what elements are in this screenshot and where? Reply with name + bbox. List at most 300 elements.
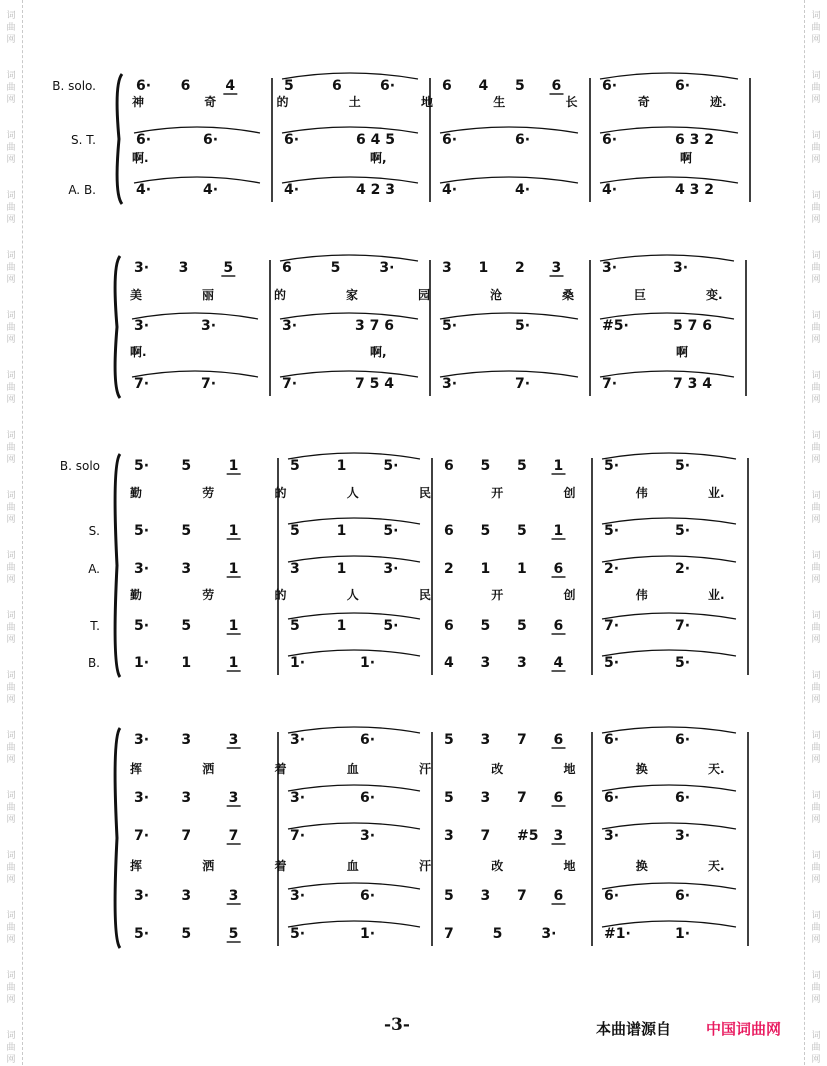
jianpu-note: 7 3 4 [673, 376, 712, 392]
jianpu-note: 1 [553, 458, 564, 474]
jianpu-note: 5 [444, 790, 454, 806]
jianpu-note: 3· [290, 790, 306, 806]
lyric-syllable: 洒 [202, 762, 215, 776]
jianpu-note: 5· [134, 523, 150, 539]
jianpu-note: 6 [553, 561, 564, 577]
jianpu-note: 6 [553, 790, 564, 806]
jianpu-note: 7 [444, 926, 454, 942]
jianpu-note: 7 [228, 828, 239, 844]
part-label: A. [88, 562, 100, 576]
slur-arc [280, 313, 418, 319]
lyric-syllable: 血 [346, 859, 359, 873]
jianpu-note: 4 [225, 78, 236, 94]
watermark-text: 词 曲 网 [811, 11, 821, 45]
lyric-syllable: 着 [274, 859, 287, 873]
jianpu-note: 6· [360, 888, 376, 904]
jianpu-note: 6· [380, 78, 396, 94]
lyric-syllable: 创 [563, 486, 576, 500]
lyric-syllable: 劳 [202, 588, 215, 602]
slur-arc [288, 785, 420, 791]
jianpu-note: 3· [541, 926, 557, 942]
jianpu-note: 4· [284, 182, 300, 198]
slur-arc [282, 73, 418, 79]
lyric-syllable: 开 [491, 588, 504, 602]
slur-arc [288, 556, 420, 562]
jianpu-note: 4 [478, 78, 489, 94]
jianpu-note: 6 [444, 458, 454, 474]
slur-arc [602, 518, 736, 524]
jianpu-note: 5· [675, 523, 691, 539]
jianpu-note: 6· [602, 78, 618, 94]
watermark-text: 词 曲 网 [811, 311, 821, 345]
lyric-syllable: 的 [276, 95, 289, 109]
jianpu-note: 5 [181, 523, 192, 539]
slur-arc [600, 177, 738, 183]
lyric-syllable: 变. [706, 288, 723, 302]
watermark-text: 词 曲 网 [811, 851, 821, 885]
jianpu-note: 1 [228, 523, 239, 539]
lyric-syllable: 丽 [202, 288, 215, 302]
lyric-syllable: 生 [493, 95, 506, 109]
jianpu-note: 6 [282, 260, 292, 276]
jianpu-note: 1· [675, 926, 691, 942]
jianpu-note: 5 [517, 458, 527, 474]
watermark-text: 词 曲 网 [6, 311, 16, 345]
lyric-syllable: 改 [491, 762, 504, 776]
jianpu-note: 5 [492, 926, 503, 942]
page-number: -3- [384, 1015, 410, 1035]
watermark-text: 词 曲 网 [811, 191, 821, 225]
watermark-text: 词 曲 网 [811, 131, 821, 165]
jianpu-note: 3· [134, 888, 150, 904]
watermark-text: 词 曲 网 [811, 371, 821, 405]
part-label: B. solo [59, 459, 100, 473]
watermark-text: 词 曲 网 [6, 551, 16, 585]
slur-arc [288, 518, 420, 524]
jianpu-note: 1 [336, 458, 347, 474]
jianpu-note: 5 [444, 732, 454, 748]
jianpu-note: 5 [517, 618, 527, 634]
slur-arc [440, 371, 578, 377]
watermark-text: 词 曲 网 [811, 71, 821, 105]
jianpu-note: 2· [675, 561, 691, 577]
jianpu-note: 6· [675, 888, 691, 904]
jianpu-note: 1 [336, 561, 347, 577]
jianpu-note: 1 [228, 561, 239, 577]
jianpu-note: 3· [360, 828, 376, 844]
jianpu-note: 3· [379, 260, 395, 276]
lyric-syllable: 挥 [130, 762, 143, 776]
jianpu-note: 3 [228, 888, 239, 904]
lyric-syllable: 天. [708, 762, 725, 776]
jianpu-note: 5· [383, 618, 399, 634]
watermark-text: 词 曲 网 [6, 971, 16, 1005]
jianpu-note: 3· [134, 561, 150, 577]
slur-arc [600, 371, 734, 377]
jianpu-note: 3 [442, 260, 452, 276]
lyric-syllable: 神 [132, 95, 145, 109]
slur-arc [600, 255, 734, 261]
slur-arc [282, 127, 418, 133]
jianpu-note: 4· [203, 182, 219, 198]
watermark-text: 词 曲 网 [811, 551, 821, 585]
watermark-text: 词 曲 网 [811, 911, 821, 945]
jianpu-note: 7· [675, 618, 691, 634]
jianpu-note: 5 [228, 926, 239, 942]
jianpu-note: 6 [332, 78, 342, 94]
lyric-syllable: 换 [635, 762, 648, 776]
jianpu-note: 5· [383, 458, 399, 474]
watermark-text: 词 曲 网 [811, 971, 821, 1005]
lyric-syllable: 奇 [204, 95, 217, 109]
jianpu-note: 3· [282, 318, 298, 334]
jianpu-note: 7 [517, 790, 527, 806]
source-brand: 中国词曲网 [706, 1020, 782, 1038]
jianpu-note: 7· [134, 828, 150, 844]
slur-arc [280, 255, 418, 261]
jianpu-note: 1· [134, 655, 150, 671]
jianpu-note: 1 [181, 655, 192, 671]
jianpu-note: 4· [136, 182, 152, 198]
jianpu-note: 5 [480, 523, 491, 539]
slur-arc [602, 823, 736, 829]
jianpu-note: 4 2 3 [356, 182, 395, 198]
jianpu-note: 5· [515, 318, 531, 334]
lyric-syllable: 天. [708, 859, 725, 873]
jianpu-note: 7 [480, 828, 491, 844]
jianpu-note: 1 [478, 260, 489, 276]
jianpu-note: 6 [553, 888, 564, 904]
jianpu-note: #1· [604, 926, 631, 942]
jianpu-note: 1 [336, 523, 347, 539]
jianpu-note: 3· [673, 260, 689, 276]
system-brace [115, 728, 120, 948]
jianpu-note: 3 [553, 828, 564, 844]
watermark-text: 词 曲 网 [6, 911, 16, 945]
jianpu-note: 5· [442, 318, 458, 334]
watermark-text: 词 曲 网 [811, 791, 821, 825]
slur-arc [134, 177, 260, 183]
jianpu-note: 1 [228, 458, 239, 474]
jianpu-note: 1 [228, 618, 239, 634]
jianpu-note: 3 [228, 732, 239, 748]
watermark-text: 词 曲 网 [6, 851, 16, 885]
jianpu-note: 2 [444, 561, 454, 577]
jianpu-note: 3 [480, 790, 491, 806]
jianpu-note: 5 [290, 618, 300, 634]
lyric-syllable: 长 [565, 95, 578, 109]
jianpu-note: 6 [442, 78, 452, 94]
jianpu-note: 6· [675, 790, 691, 806]
jianpu-note: 6 4 5 [356, 132, 395, 148]
jianpu-note: 3 [181, 888, 192, 904]
lyric-syllable: 业. [708, 588, 725, 602]
slur-arc [288, 921, 420, 927]
jianpu-note: 3· [134, 260, 150, 276]
watermark-text: 词 曲 网 [811, 611, 821, 645]
jianpu-note: 7· [604, 618, 620, 634]
jianpu-note: 3· [602, 260, 618, 276]
jianpu-note: 6· [203, 132, 219, 148]
lyric-syllable: 换 [635, 859, 648, 873]
watermark-text: 词 曲 网 [6, 71, 16, 105]
part-label: B. solo. [52, 79, 96, 93]
lyric-syllable: 改 [491, 859, 504, 873]
jianpu-note: 5 [517, 523, 527, 539]
watermark-text: 词 曲 网 [6, 191, 16, 225]
jianpu-note: 4· [515, 182, 531, 198]
jianpu-note: 1 [228, 655, 239, 671]
lyric-syllable: 啊. [132, 151, 149, 165]
jianpu-note: 1· [360, 926, 376, 942]
jianpu-note: 3· [383, 561, 399, 577]
lyric-syllable: 啊, [370, 151, 387, 165]
jianpu-note: 6 3 2 [675, 132, 714, 148]
watermark-text: 词 曲 网 [811, 671, 821, 705]
jianpu-note: 6· [515, 132, 531, 148]
jianpu-note: 1 [517, 561, 527, 577]
jianpu-note: #5 [517, 828, 539, 844]
jianpu-note: 7 [517, 888, 527, 904]
jianpu-note: 1 [553, 523, 564, 539]
lyric-syllable: 奇 [637, 95, 650, 109]
jianpu-note: 5 [480, 618, 491, 634]
watermark-text: 词 曲 网 [6, 251, 16, 285]
jianpu-note: 6 [551, 78, 562, 94]
jianpu-note: 3· [134, 790, 150, 806]
jianpu-note: 7· [201, 376, 217, 392]
part-label: A. B. [68, 183, 96, 197]
jianpu-note: 7· [290, 828, 306, 844]
jianpu-note: 5· [675, 458, 691, 474]
jianpu-note: 5 [181, 618, 192, 634]
jianpu-note: 5· [675, 655, 691, 671]
jianpu-note: 6· [284, 132, 300, 148]
jianpu-note: 4 [444, 655, 454, 671]
jianpu-note: 5 [444, 888, 454, 904]
jianpu-note: 3· [290, 732, 306, 748]
jianpu-note: 5· [134, 926, 150, 942]
lyric-syllable: 家 [346, 288, 359, 302]
part-label: T. [90, 619, 100, 633]
jianpu-note: 6· [602, 132, 618, 148]
jianpu-note: 5· [604, 458, 620, 474]
slur-arc [602, 613, 736, 619]
jianpu-note: 1 [480, 561, 491, 577]
lyric-syllable: 美 [130, 288, 143, 302]
jianpu-note: 7 [517, 732, 527, 748]
lyric-syllable: 勤 [130, 588, 143, 602]
slur-arc [440, 177, 578, 183]
slur-arc [288, 453, 420, 459]
watermark-text: 词 曲 网 [811, 491, 821, 525]
jianpu-note: 6· [675, 732, 691, 748]
jianpu-note: 7· [134, 376, 150, 392]
lyric-syllable: 创 [563, 588, 576, 602]
jianpu-note: 5 [181, 926, 192, 942]
slur-arc [288, 823, 420, 829]
lyric-syllable: 啊 [676, 345, 689, 359]
watermark-text: 词 曲 网 [6, 791, 16, 825]
lyric-syllable: 迹. [710, 95, 727, 109]
jianpu-note: 4 [553, 655, 564, 671]
watermark-text: 词 曲 网 [6, 11, 16, 45]
jianpu-note: 3· [604, 828, 620, 844]
jianpu-note: 3 [480, 732, 491, 748]
lyric-syllable: 地 [421, 95, 434, 109]
watermark-text: 词 曲 网 [6, 671, 16, 705]
lyric-syllable: 人 [346, 486, 359, 500]
watermark-text: 词 曲 网 [811, 1031, 821, 1065]
jianpu-note: 7 5 4 [355, 376, 394, 392]
part-label: B. [87, 656, 100, 670]
jianpu-note: 4· [442, 182, 458, 198]
lyric-syllable: 的 [274, 486, 287, 500]
jianpu-note: 3· [290, 888, 306, 904]
jianpu-note: 5 [480, 458, 491, 474]
lyric-syllable: 土 [348, 95, 361, 109]
jianpu-note: 3· [442, 376, 458, 392]
lyric-syllable: 洒 [202, 859, 215, 873]
slur-arc [440, 313, 578, 319]
slur-arc [280, 371, 418, 377]
jianpu-note: 6· [136, 132, 152, 148]
jianpu-note: 3 [480, 888, 491, 904]
jianpu-note: 4· [602, 182, 618, 198]
watermark-text: 词 曲 网 [811, 251, 821, 285]
slur-arc [288, 727, 420, 733]
lyric-syllable: 劳 [202, 486, 215, 500]
jianpu-note: 5 [181, 458, 192, 474]
jianpu-note: 4 3 2 [675, 182, 714, 198]
jianpu-note: 5 7 6 [673, 318, 712, 334]
watermark-text: 词 曲 网 [6, 131, 16, 165]
slur-arc [602, 453, 736, 459]
jianpu-note: 3 [480, 655, 491, 671]
lyric-syllable: 民 [419, 486, 432, 500]
lyric-syllable: 巨 [634, 288, 647, 302]
lyric-syllable: 沧 [490, 288, 503, 302]
jianpu-note: 7· [282, 376, 298, 392]
source-label: 本曲谱源自 [596, 1020, 672, 1038]
jianpu-note: 6· [604, 790, 620, 806]
lyric-syllable: 伟 [635, 588, 648, 602]
watermark-text: 词 曲 网 [6, 731, 16, 765]
slur-arc [282, 177, 418, 183]
slur-arc [602, 883, 736, 889]
lyric-syllable: 人 [346, 588, 359, 602]
jianpu-note: 6 [553, 732, 564, 748]
jianpu-note: 7 [181, 828, 192, 844]
slur-arc [288, 650, 420, 656]
slur-arc [132, 313, 258, 319]
jianpu-note: 5 [223, 260, 234, 276]
system-brace [117, 74, 122, 204]
slur-arc [602, 727, 736, 733]
jianpu-note: 6· [604, 732, 620, 748]
lyric-syllable: 业. [708, 486, 725, 500]
jianpu-note: 1· [360, 655, 376, 671]
jianpu-note: 6· [442, 132, 458, 148]
jianpu-note: 2 [515, 260, 525, 276]
jianpu-note: 3· [134, 318, 150, 334]
jianpu-note: 1 [336, 618, 347, 634]
jianpu-note: 5 [330, 260, 341, 276]
lyric-syllable: 的 [274, 588, 287, 602]
jianpu-note: 7· [602, 376, 618, 392]
jianpu-note: 3 [517, 655, 527, 671]
jianpu-note: 6 [180, 78, 191, 94]
lyric-syllable: 勤 [130, 486, 143, 500]
jianpu-note: 3 [181, 732, 192, 748]
slur-arc [440, 127, 578, 133]
slur-arc [602, 785, 736, 791]
jianpu-note: 3 [181, 561, 192, 577]
jianpu-note: #5· [602, 318, 629, 334]
jianpu-note: 6· [675, 78, 691, 94]
jianpu-note: 3· [134, 732, 150, 748]
jianpu-note: 3 [228, 790, 239, 806]
slur-arc [132, 371, 258, 377]
jianpu-note: 3 [444, 828, 454, 844]
jianpu-note: 3· [201, 318, 217, 334]
system-brace [115, 454, 120, 677]
jianpu-note: 5 [290, 458, 300, 474]
lyric-syllable: 桑 [562, 288, 575, 302]
slur-arc [602, 650, 736, 656]
watermark-text: 词 曲 网 [6, 491, 16, 525]
jianpu-note: 3 [290, 561, 300, 577]
lyric-syllable: 挥 [130, 859, 143, 873]
slur-arc [288, 883, 420, 889]
jianpu-note: 5· [604, 523, 620, 539]
lyric-syllable: 啊. [130, 345, 147, 359]
lyric-syllable: 的 [274, 288, 287, 302]
lyric-syllable: 汗 [419, 762, 432, 776]
lyric-syllable: 汗 [419, 859, 432, 873]
part-label: S. T. [71, 133, 96, 147]
jianpu-note: 5 [284, 78, 294, 94]
part-label: S. [88, 524, 100, 538]
slur-arc [600, 73, 738, 79]
jianpu-note: 3 [178, 260, 189, 276]
lyric-syllable: 园 [418, 288, 431, 302]
jianpu-note: 6 [553, 618, 564, 634]
jianpu-note: 6· [360, 790, 376, 806]
lyric-syllable: 着 [274, 762, 287, 776]
system-brace [115, 256, 120, 398]
jianpu-note: 3 [181, 790, 192, 806]
lyric-syllable: 开 [491, 486, 504, 500]
jianpu-note: 3· [675, 828, 691, 844]
lyric-syllable: 啊 [680, 151, 693, 165]
jianpu-note: 3 7 6 [355, 318, 394, 334]
watermark-text: 词 曲 网 [6, 371, 16, 405]
lyric-syllable: 啊, [370, 345, 387, 359]
jianpu-note: 6 [444, 618, 454, 634]
lyric-syllable: 血 [346, 762, 359, 776]
slur-arc [134, 127, 260, 133]
slur-arc [602, 556, 736, 562]
jianpu-note: 5· [134, 618, 150, 634]
slur-arc [600, 127, 738, 133]
slur-arc [288, 613, 420, 619]
watermark-text: 词 曲 网 [811, 431, 821, 465]
jianpu-note: 6· [136, 78, 152, 94]
jianpu-note: 2· [604, 561, 620, 577]
jianpu-note: 5· [290, 926, 306, 942]
jianpu-note: 5 [290, 523, 300, 539]
